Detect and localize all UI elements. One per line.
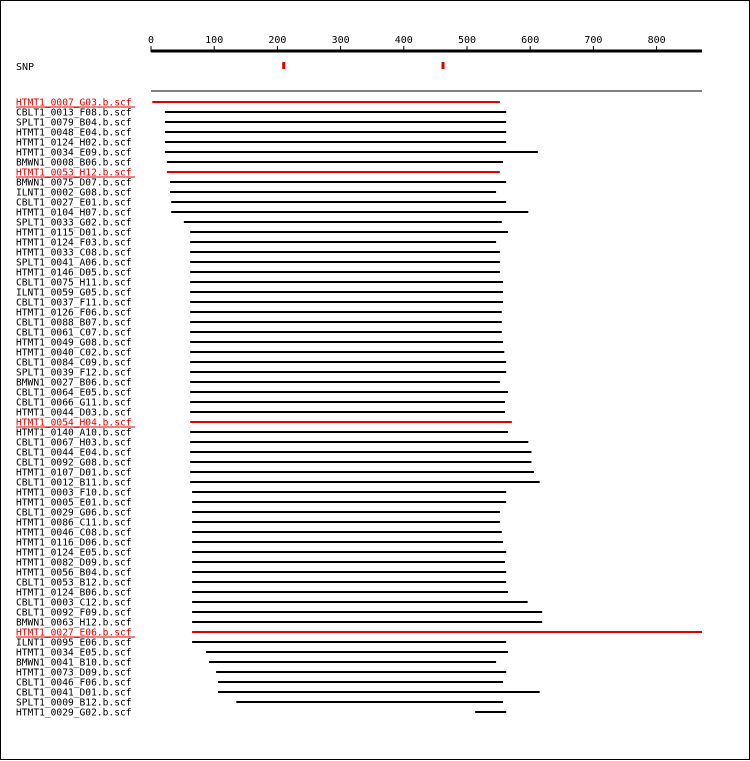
read-name-link[interactable]: HTMT1_0034_E05.b.scf [16, 647, 132, 659]
read-name-link[interactable]: HTMT1_0029_G02.b.scf [16, 707, 132, 719]
read-name-link[interactable]: HTMT1_0124_E05.b.scf [16, 547, 132, 559]
read-name-link[interactable]: HTMT1_0056_B04.b.scf [16, 567, 132, 579]
read-name-link[interactable]: SPLT1_0009_B12.b.scf [16, 697, 132, 709]
read-name-link[interactable]: CBLT1_0066_G11.b.scf [16, 397, 132, 409]
read-name-link[interactable]: BMWN1_0075_D07.b.scf [16, 177, 132, 189]
ruler-tick-label: 800 [647, 35, 666, 46]
read-name-link[interactable]: HTMT1_0107_D01.b.scf [16, 467, 132, 479]
ruler-tick-label: 300 [331, 35, 350, 46]
read-name-link[interactable]: CBLT1_0044_E04.b.scf [16, 447, 132, 459]
read-name-link[interactable]: BMWN1_0063_H12.b.scf [16, 617, 132, 629]
read-name-link[interactable]: HTMT1_0140_A10.b.scf [16, 427, 132, 439]
read-name-link[interactable]: HTMT1_0054_H04.b.scf [16, 417, 132, 429]
read-name-link[interactable]: ILNT1_0095_E06.b.scf [16, 637, 132, 649]
read-name-link[interactable]: CBLT1_0027_E01.b.scf [16, 197, 132, 209]
read-name-link[interactable]: HTMT1_0033_C08.b.scf [16, 247, 132, 259]
read-name-link[interactable]: BMWN1_0027_B06.b.scf [16, 377, 132, 389]
read-name-link[interactable]: ILNT1_0059_G05.b.scf [16, 287, 132, 299]
read-name-link[interactable]: HTMT1_0086_C11.b.scf [16, 517, 132, 529]
read-name-link[interactable]: HTMT1_0073_D09.b.scf [16, 667, 132, 679]
read-name-link[interactable]: CBLT1_0041_D01.b.scf [16, 687, 132, 699]
read-name-link[interactable]: HTMT1_0146_D05.b.scf [16, 267, 132, 279]
ruler-tick-label: 400 [394, 35, 413, 46]
read-name-link[interactable]: SPLT1_0041_A06.b.scf [16, 257, 132, 269]
read-name-link[interactable]: HTMT1_0082_D09.b.scf [16, 557, 132, 569]
read-name-link[interactable]: CBLT1_0053_B12.b.scf [16, 577, 132, 589]
read-row [16, 708, 506, 719]
read-name-link[interactable]: HTMT1_0116_D06.b.scf [16, 537, 132, 549]
read-name-link[interactable]: HTMT1_0126_F06.b.scf [16, 307, 132, 319]
ruler-tick-label: 700 [584, 35, 603, 46]
read-name-link[interactable]: SPLT1_0039_F12.b.scf [16, 367, 132, 379]
read-name-link[interactable]: CBLT1_0061_C07.b.scf [16, 327, 132, 339]
snp-track-label: SNP [16, 62, 35, 73]
read-name-link[interactable]: CBLT1_0064_E05.b.scf [16, 387, 132, 399]
read-name-link[interactable]: HTMT1_0046_C08.b.scf [16, 527, 132, 539]
read-name-link[interactable]: CBLT1_0075_H11.b.scf [16, 277, 132, 289]
read-name-link[interactable]: CBLT1_0013_F08.b.scf [16, 107, 132, 119]
read-name-link[interactable]: BMWN1_0041_B10.b.scf [16, 657, 132, 669]
read-name-link[interactable]: SPLT1_0079_B04.b.scf [16, 117, 132, 129]
read-name-link[interactable]: CBLT1_0029_G06.b.scf [16, 507, 132, 519]
read-name-link[interactable]: CBLT1_0037_F11.b.scf [16, 297, 132, 309]
read-name-link[interactable]: HTMT1_0003_F10.b.scf [16, 487, 132, 499]
read-name-link[interactable]: CBLT1_0084_C09.b.scf [16, 357, 132, 369]
read-name-link[interactable]: HTMT1_0044_D03.b.scf [16, 407, 132, 419]
read-name-link[interactable]: HTMT1_0007_G03.b.scf [16, 97, 132, 109]
ruler-tick-label: 600 [521, 35, 540, 46]
read-name-link[interactable]: HTMT1_0124_F03.b.scf [16, 237, 132, 249]
ruler-tick-label: 200 [268, 35, 287, 46]
position-ruler [148, 35, 702, 52]
read-name-link[interactable]: CBLT1_0092_F09.b.scf [16, 607, 132, 619]
read-name-link[interactable]: HTMT1_0124_H02.b.scf [16, 137, 132, 149]
read-name-link[interactable]: HTMT1_0053_H12.b.scf [16, 167, 132, 179]
read-name-link[interactable]: HTMT1_0040_C02.b.scf [16, 347, 132, 359]
read-name-link[interactable]: CBLT1_0067_H03.b.scf [16, 437, 132, 449]
read-name-link[interactable]: HTMT1_0027_E06.b.scf [16, 627, 132, 639]
ruler-tick-label: 100 [205, 35, 224, 46]
read-name-link[interactable]: CBLT1_0012_B11.b.scf [16, 477, 132, 489]
read-name-link[interactable]: HTMT1_0124_B06.b.scf [16, 587, 132, 599]
read-name-link[interactable]: HTMT1_0115_D01.b.scf [16, 227, 132, 239]
read-name-link[interactable]: HTMT1_0048_E04.b.scf [16, 127, 132, 139]
read-list [16, 98, 702, 719]
read-name-link[interactable]: CBLT1_0088_B07.b.scf [16, 317, 132, 329]
ruler-tick-label: 0 [147, 35, 155, 46]
snp-marker[interactable] [282, 62, 285, 69]
read-name-link[interactable]: HTMT1_0049_G08.b.scf [16, 337, 132, 349]
snp-track [16, 62, 444, 73]
alignment-viewer [1, 1, 750, 761]
read-name-link[interactable]: ILNT1_0002_G08.b.scf [16, 187, 132, 199]
read-name-link[interactable]: CBLT1_0046_F06.b.scf [16, 677, 132, 689]
read-name-link[interactable]: SPLT1_0033_G02.b.scf [16, 217, 132, 229]
read-name-link[interactable]: BMWN1_0008_B06.b.scf [16, 157, 132, 169]
read-name-link[interactable]: CBLT1_0003_C12.b.scf [16, 597, 132, 609]
read-name-link[interactable]: HTMT1_0034_E09.b.scf [16, 147, 132, 159]
ruler-tick-label: 500 [457, 35, 477, 46]
read-name-link[interactable]: HTMT1_0005_E01.b.scf [16, 497, 132, 509]
read-name-link[interactable]: CBLT1_0092_G08.b.scf [16, 457, 132, 469]
snp-marker[interactable] [441, 62, 444, 69]
read-name-link[interactable]: HTMT1_0104_H07.b.scf [16, 207, 132, 219]
